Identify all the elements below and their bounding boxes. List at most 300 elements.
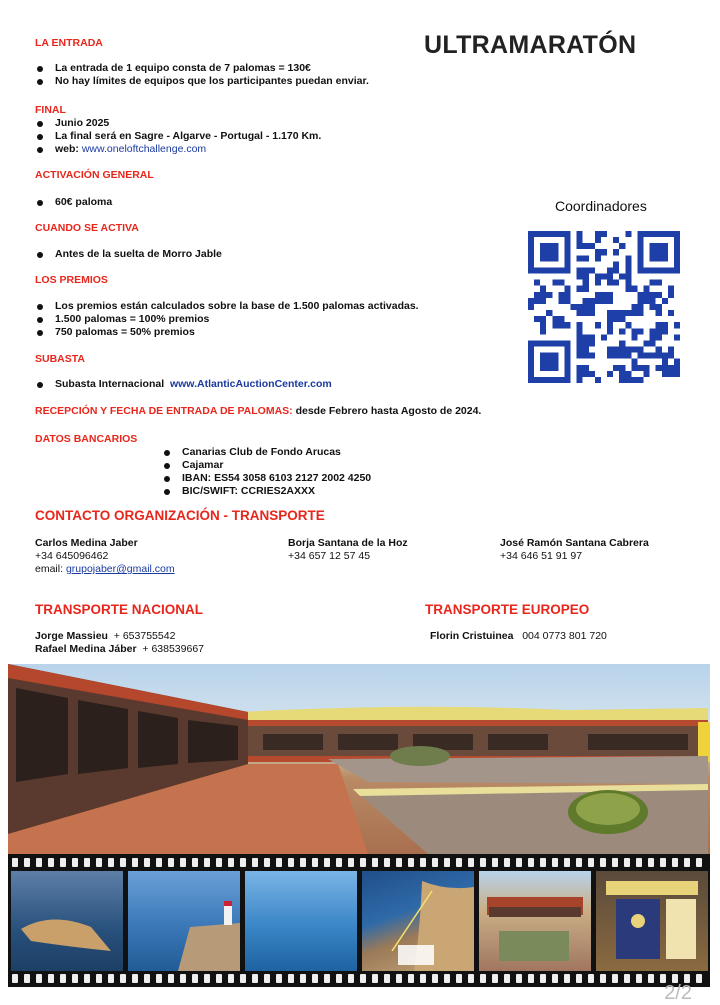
qr-module [619,274,625,280]
qr-module [656,347,662,353]
qr-module [662,371,668,377]
qr-module [583,365,589,371]
qr-module [650,249,656,255]
qr-module [637,310,643,316]
film-perforation [60,974,66,983]
film-perforation [444,858,450,867]
qr-module [662,243,668,249]
qr-module [656,280,662,286]
qr-module [546,365,552,371]
entrada-list [35,62,455,88]
qr-module [564,322,570,328]
contact-phone: +34 646 51 91 97 [500,550,583,562]
qr-module [577,365,583,371]
qr-module [656,267,662,273]
loft-photo-graphic [8,664,710,854]
qr-module [607,328,613,334]
qr-module [595,249,601,255]
qr-module [662,255,668,261]
qr-module [644,353,650,359]
film-perforation [336,858,342,867]
qr-module [589,243,595,249]
qr-module [528,267,534,273]
film-perforation [612,974,618,983]
film-perforation [120,974,126,983]
qr-module [644,292,650,298]
qr-module [656,255,662,261]
film-perforation [696,858,702,867]
qr-module [558,280,564,286]
film-perforation [252,858,258,867]
bancarios-list [162,446,462,498]
film-perforation [408,858,414,867]
film-perforation [24,974,30,983]
qr-module [601,249,607,255]
qr-module [552,249,558,255]
cuando-list [35,248,222,261]
qr-module [656,322,662,328]
section-heading-premios: LOS PREMIOS [35,274,108,286]
contact-name: Rafael Medina Jáber [35,643,137,655]
qr-module [625,280,631,286]
qr-module [674,334,680,340]
film-perforation [564,858,570,867]
qr-module [564,340,570,346]
qr-module [552,322,558,328]
section-heading-cuando: CUANDO SE ACTIVA [35,222,139,234]
qr-module [625,371,631,377]
qr-module [625,255,631,261]
section-heading-recepcion: RECEPCIÓN Y FECHA DE ENTRADA DE PALOMAS: [35,405,293,417]
qr-module [546,292,552,298]
qr-module [607,310,613,316]
film-perforation [588,974,594,983]
film-perforation [552,974,558,983]
qr-module [637,292,643,298]
qr-module [540,316,546,322]
qr-module [650,292,656,298]
qr-module [540,298,546,304]
qr-module [668,365,674,371]
film-perforation [504,974,510,983]
film-perforation [72,974,78,983]
qr-module [631,310,637,316]
qr-module [558,292,564,298]
film-perforation [72,858,78,867]
list-item: La final será en Sagre - Algarve - Portugal - 1.170 Km. [35,130,455,143]
frame-graphic [479,871,591,971]
film-frame-map [362,871,474,971]
qr-module [528,237,534,243]
qr-module [571,304,577,310]
qr-module [540,353,546,359]
list-item: Cajamar [162,459,462,472]
qr-module [656,292,662,298]
film-perforation [456,974,462,983]
qr-module [589,310,595,316]
qr-module [577,267,583,273]
qr-module [577,328,583,334]
qr-module [656,231,662,237]
film-perforation [396,974,402,983]
qr-module [644,286,650,292]
qr-module [546,359,552,365]
qr-module [631,377,637,383]
film-perforation [660,858,666,867]
film-perforation [108,858,114,867]
film-frame-loft [479,871,591,971]
qr-module [625,286,631,292]
nacional-contacts [35,630,355,656]
frame-graphic [596,871,708,971]
recepcion-line [35,405,481,418]
contact-name: Jorge Massieu [35,630,108,642]
list-item: 1.500 palomas = 100% premios [35,313,495,326]
film-perforation [312,858,318,867]
contact-person-3 [500,537,710,563]
qr-module [552,377,558,383]
qr-module [644,231,650,237]
section-heading-contacto: CONTACTO ORGANIZACIÓN - TRANSPORTE [35,508,325,523]
qr-module [650,243,656,249]
qr-module [607,316,613,322]
qr-module [637,353,643,359]
transport-person [430,630,710,643]
frame-graphic [128,871,240,971]
qr-code[interactable] [528,231,680,383]
film-perforation [348,858,354,867]
film-perforation [636,858,642,867]
qr-module [631,347,637,353]
qr-module [540,322,546,328]
film-perforation [24,858,30,867]
qr-module [601,298,607,304]
qr-module [583,353,589,359]
film-perforation [48,974,54,983]
qr-module [552,255,558,261]
qr-module [595,280,601,286]
frame-graphic [11,871,123,971]
section-heading-subasta: SUBASTA [35,353,85,365]
qr-module [577,377,583,383]
qr-module [607,371,613,377]
film-perforation [624,858,630,867]
qr-module [631,365,637,371]
qr-module [583,274,589,280]
film-perforation [468,858,474,867]
email-link[interactable]: grupojaber@gmail.com [65,563,175,575]
film-perforation [240,974,246,983]
film-perforation [156,858,162,867]
qr-module [577,255,583,261]
film-perforation [588,858,594,867]
qr-module [558,298,564,304]
section-heading-europeo: TRANSPORTE EUROPEO [425,602,590,617]
qr-module [540,267,546,273]
qr-module [656,249,662,255]
qr-module [644,371,650,377]
qr-module [564,359,570,365]
list-item: Antes de la suelta de Morro Jable [35,248,222,261]
qr-module [540,377,546,383]
qr-module [668,353,674,359]
list-item: Los premios están calculados sobre la base de 1.500 palomas activadas. [35,300,495,313]
qr-module [583,334,589,340]
qr-module [674,231,680,237]
film-perforation [648,974,654,983]
qr-module [637,261,643,267]
qr-module [528,359,534,365]
film-perforation [60,858,66,867]
film-perforation [276,858,282,867]
recepcion-text: desde Febrero hasta Agosto de 2024. [295,405,482,417]
qr-module [656,310,662,316]
qr-module [558,316,564,322]
film-perforation [672,858,678,867]
qr-module [577,347,583,353]
qr-module [595,231,601,237]
qr-module [577,274,583,280]
qr-module [601,334,607,340]
qr-module [637,347,643,353]
qr-module [631,304,637,310]
qr-module [607,292,613,298]
film-frame-lighthouse [128,871,240,971]
film-perforation [180,974,186,983]
qr-module [528,261,534,267]
film-perforation [456,858,462,867]
film-frame-coast [11,871,123,971]
qr-module [528,377,534,383]
qr-module [546,255,552,261]
qr-module [601,274,607,280]
film-perforation [372,858,378,867]
film-perforation [696,974,702,983]
film-perforation [612,858,618,867]
qr-module [528,371,534,377]
qr-module [583,267,589,273]
qr-module [607,274,613,280]
film-strip [8,854,710,987]
qr-module [607,298,613,304]
list-item: 60€ paloma [35,196,112,209]
qr-module [656,365,662,371]
qr-module [552,316,558,322]
qr-module [583,347,589,353]
film-perforation [180,858,186,867]
qr-module [625,322,631,328]
qr-module [625,310,631,316]
qr-module [577,340,583,346]
film-perforation [492,858,498,867]
qr-module [674,322,680,328]
qr-module [644,340,650,346]
qr-module [619,377,625,383]
film-perforation [144,858,150,867]
list-item [35,378,435,391]
film-perforation [192,974,198,983]
qr-module [589,298,595,304]
film-perforation [408,974,414,983]
qr-module [668,292,674,298]
film-frame-sea [245,871,357,971]
qr-module [595,322,601,328]
qr-module [577,304,583,310]
list-item: 750 palomas = 50% premios [35,326,495,339]
film-perforation [48,858,54,867]
qr-module [625,274,631,280]
film-perforation [264,858,270,867]
contact-phone: + 653755542 [113,630,176,642]
film-perforation [204,974,210,983]
qr-module [564,237,570,243]
list-item: IBAN: ES54 3058 6103 2127 2002 4250 [162,472,462,485]
film-perforation [372,974,378,983]
qr-module [662,267,668,273]
qr-module [534,267,540,273]
qr-module [613,261,619,267]
film-perforation [396,858,402,867]
qr-module [625,377,631,383]
qr-module [540,328,546,334]
qr-module [558,377,564,383]
film-perforation [576,858,582,867]
film-perforation [12,858,18,867]
qr-module [528,353,534,359]
final-list [35,117,455,156]
subasta-list [35,378,435,391]
qr-module [613,316,619,322]
film-perforation [624,974,630,983]
qr-module [528,298,534,304]
qr-module [637,255,643,261]
film-perforation [636,974,642,983]
qr-module [601,231,607,237]
qr-module [589,371,595,377]
qr-module [668,347,674,353]
film-perforation [216,974,222,983]
qr-module [637,243,643,249]
qr-module [552,231,558,237]
film-perforation [552,858,558,867]
transport-person [35,643,355,656]
qr-module [637,365,643,371]
qr-module [644,365,650,371]
qr-module [528,347,534,353]
qr-module [619,243,625,249]
page-title: ULTRAMARATÓN [424,31,637,59]
film-perforation [480,858,486,867]
film-perforation [108,974,114,983]
qr-module [662,328,668,334]
qr-module [595,298,601,304]
qr-module [546,353,552,359]
qr-module [583,280,589,286]
qr-module [558,231,564,237]
qr-module [558,267,564,273]
premios-list [35,300,495,339]
qr-module [668,310,674,316]
qr-module [613,347,619,353]
qr-module [668,286,674,292]
qr-module [583,298,589,304]
qr-module [613,310,619,316]
qr-module [674,249,680,255]
film-perforation [504,858,510,867]
film-perforation [228,858,234,867]
film-perforation [348,974,354,983]
qr-module [619,353,625,359]
film-perforation [216,858,222,867]
qr-module [552,353,558,359]
qr-module [625,347,631,353]
film-perforation [156,974,162,983]
qr-module [577,322,583,328]
qr-module [583,310,589,316]
film-perforation [360,858,366,867]
qr-module [656,334,662,340]
qr-module [674,255,680,261]
qr-module [607,322,613,328]
qr-module [564,261,570,267]
film-perforation [240,858,246,867]
qr-module [552,267,558,273]
film-perforation [444,974,450,983]
frame-graphic [362,871,474,971]
qr-module [564,286,570,292]
qr-module [656,304,662,310]
qr-module [558,340,564,346]
qr-module [552,340,558,346]
qr-module [625,261,631,267]
contact-name: Borja Santana de la Hoz [288,537,408,549]
list-item-web [35,143,455,156]
qr-module [552,280,558,286]
film-perforation [144,974,150,983]
film-perforation [168,974,174,983]
qr-module [637,328,643,334]
qr-module [595,255,601,261]
qr-module [613,267,619,273]
qr-module [607,280,613,286]
qr-module [674,237,680,243]
qr-module [534,292,540,298]
film-perforation [120,858,126,867]
qr-module [577,353,583,359]
qr-module [540,243,546,249]
qr-module [546,243,552,249]
film-perforation [360,974,366,983]
qr-module [534,340,540,346]
qr-module [558,322,564,328]
film-perforation [168,858,174,867]
qr-module [528,255,534,261]
subasta-link[interactable]: www.AtlanticAuctionCenter.com [169,378,332,390]
film-perforation [540,974,546,983]
web-link[interactable]: www.oneloftchallenge.com [81,143,207,155]
qr-module [650,304,656,310]
film-perforation [420,858,426,867]
section-heading-bancarios: DATOS BANCARIOS [35,433,138,445]
qr-module [546,231,552,237]
film-perforation [648,858,654,867]
film-perforation [84,858,90,867]
qr-module [589,304,595,310]
qr-module [637,298,643,304]
film-perforation [324,858,330,867]
qr-module [650,255,656,261]
qr-module [583,286,589,292]
